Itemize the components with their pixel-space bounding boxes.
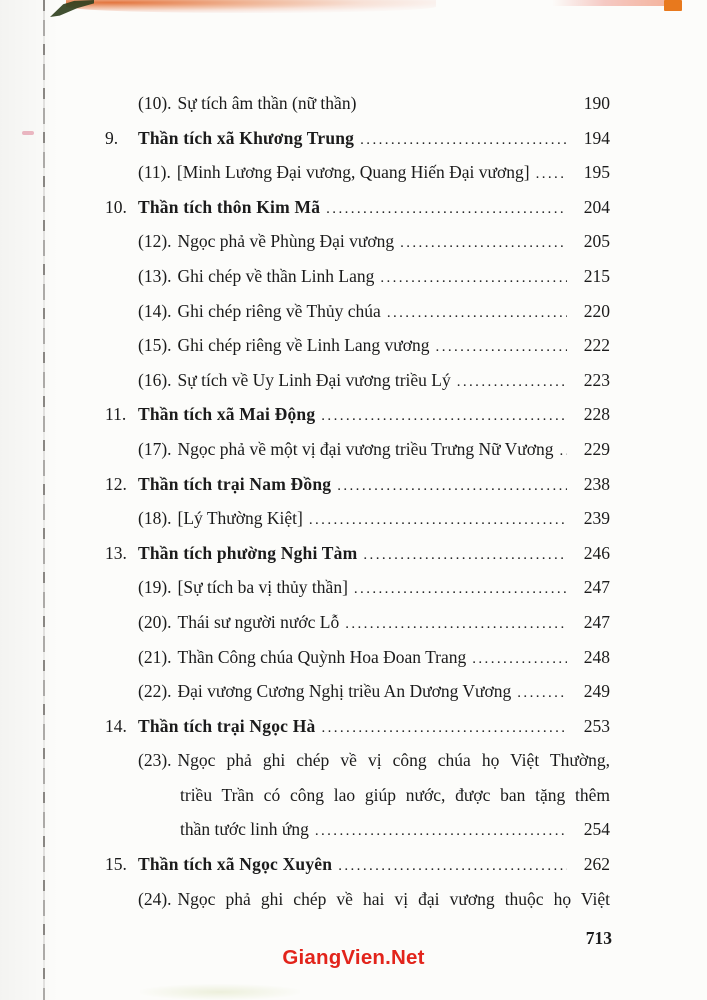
toc-line: [138, 743, 610, 778]
entry-number: 11.: [105, 404, 127, 425]
entry-title: [Sự tích ba vị thủy thần]: [177, 577, 348, 598]
toc-entry: [105, 536, 610, 571]
dot-leader: [560, 434, 568, 467]
entry-page: 254: [583, 819, 610, 840]
entry-title: Đại vương Cương Nghị triều An Dương Vương: [177, 681, 512, 702]
dot-leader: [354, 572, 567, 605]
page-binding-line: [43, 0, 45, 1000]
toc-entry: [105, 847, 610, 882]
entry-title: Ngọc phả ghi chép về hai vị đại vương thuộc họ Việt: [177, 888, 610, 909]
entry-title: Ghi chép riêng về Linh Lang vương: [177, 335, 430, 356]
entry-title: Thần tích phường Nghi Tàm: [138, 542, 358, 563]
dot-leader: [345, 607, 567, 640]
toc-entry: [105, 397, 610, 432]
entry-number: (19).: [138, 577, 172, 598]
toc-entry: [105, 86, 610, 121]
toc-line: [138, 121, 610, 156]
entry-number: 15.: [105, 854, 127, 875]
entry-number: 10.: [105, 196, 127, 217]
entry-page: 215: [583, 265, 610, 286]
entry-page: 248: [583, 646, 610, 667]
toc-line: [138, 605, 610, 640]
entry-page: 222: [583, 335, 610, 356]
entry-title: Thần tích xã Khương Trung: [138, 127, 355, 148]
entry-page: 220: [583, 300, 610, 321]
toc-entry: [105, 328, 610, 363]
toc-entry: [105, 709, 610, 744]
entry-title: [Lý Thường Kiệt]: [177, 508, 303, 529]
entry-title: Ngọc phả ghi chép về vị công chúa họ Việt Thường,: [177, 750, 610, 771]
dot-leader: [517, 676, 567, 709]
toc-line: [138, 224, 610, 259]
entry-page: 223: [583, 369, 610, 390]
entry-title: Ghi chép riêng về Thủy chúa: [177, 300, 381, 321]
toc-entry: [105, 224, 610, 259]
entry-title: Thần tích xã Ngọc Xuyên: [138, 854, 333, 875]
entry-page: 246: [583, 542, 610, 563]
dot-leader: [315, 814, 567, 847]
entry-number: 13.: [105, 542, 127, 563]
entry-page: 247: [583, 577, 610, 598]
entry-title: Ghi chép về thần Linh Lang: [177, 265, 375, 286]
entry-title: Thần tích trại Nam Đồng: [138, 473, 332, 494]
toc-line: [138, 778, 610, 813]
toc-line: [138, 363, 610, 398]
entry-number: (22).: [138, 681, 172, 702]
toc-line: [138, 328, 610, 363]
scan-smudge-orange-top-left: [66, 0, 436, 13]
toc-entry: [105, 570, 610, 605]
entry-page: 229: [583, 438, 610, 459]
entry-page: 190: [583, 93, 610, 113]
entry-number: (24).: [138, 888, 172, 909]
entry-number: (18).: [138, 508, 172, 529]
toc-line: [138, 86, 610, 121]
dot-leader: [380, 261, 567, 294]
entry-number: (23).: [138, 750, 172, 771]
dot-leader: [400, 226, 567, 259]
entry-page: 195: [583, 162, 610, 183]
toc-line: [138, 501, 610, 536]
dot-leader: [326, 192, 567, 225]
toc-list: [105, 86, 610, 916]
toc-entry: [105, 259, 610, 294]
dot-leader: [536, 157, 567, 190]
toc-entry: [105, 743, 610, 847]
toc-entry: [105, 363, 610, 398]
toc-line: [138, 259, 610, 294]
toc-line: [138, 847, 610, 882]
entry-page: 204: [583, 196, 610, 217]
dot-leader: [321, 399, 567, 432]
toc-entry: [105, 674, 610, 709]
entry-number: (10).: [138, 93, 172, 113]
toc-entry: [105, 467, 610, 502]
toc-entry: [105, 605, 610, 640]
scan-smudge-bottom: [140, 984, 300, 1000]
entry-page: 194: [583, 127, 610, 148]
entry-title: Thần tích thôn Kim Mã: [138, 196, 321, 217]
watermark-text: GiangVien.Net: [282, 946, 425, 969]
entry-number: 14.: [105, 715, 127, 736]
toc-entry: [105, 190, 610, 225]
toc-entry: [105, 501, 610, 536]
dot-leader: [338, 849, 567, 882]
entry-title: Ngọc phả về một vị đại vương triều Trưng Nữ Vương: [177, 438, 554, 459]
entry-title: Thần Công chúa Quỳnh Hoa Đoan Trang: [177, 646, 467, 667]
entry-page: 253: [583, 715, 610, 736]
dot-leader: [321, 711, 567, 744]
entry-page: 228: [583, 404, 610, 425]
toc-line: [138, 467, 610, 502]
entry-title: Sự tích âm thần (nữ thần): [177, 93, 357, 113]
toc-line: [138, 570, 610, 605]
entry-title: [Minh Lương Đại vương, Quang Hiến Đại vương]: [176, 162, 530, 183]
scan-streak-top-right: [552, 0, 670, 6]
toc-entry: [105, 432, 610, 467]
entry-page: 249: [583, 681, 610, 702]
page-number: 713: [585, 928, 612, 948]
toc-line: [138, 882, 610, 917]
toc-line: [138, 155, 610, 190]
dot-leader: [363, 538, 567, 571]
entry-number: (20).: [138, 611, 172, 632]
toc-line: [138, 397, 610, 432]
scan-mark-pink-dash: [22, 131, 34, 135]
entry-number: (11).: [138, 162, 171, 183]
entry-page: 262: [583, 854, 610, 875]
entry-page: 247: [583, 611, 610, 632]
dot-leader: [436, 330, 567, 363]
entry-number: 12.: [105, 473, 127, 494]
toc-entry: [105, 155, 610, 190]
toc-line: [138, 674, 610, 709]
toc-entry: [105, 294, 610, 329]
toc-line: [138, 294, 610, 329]
entry-title: thần tước linh ứng: [180, 819, 309, 840]
entry-number: (16).: [138, 369, 172, 390]
entry-number: (15).: [138, 335, 172, 356]
entry-number: 9.: [105, 127, 119, 148]
dot-leader: [337, 469, 567, 502]
entry-title: Sự tích về Uy Linh Đại vương triều Lý: [177, 369, 451, 390]
dot-leader: [457, 365, 567, 398]
entry-page: 205: [583, 231, 610, 252]
toc-line: [138, 640, 610, 675]
toc-line: [138, 190, 610, 225]
entry-page: 239: [583, 508, 610, 529]
scan-mark-orange-square: [664, 0, 682, 11]
toc-line: [138, 812, 610, 847]
entry-title: Ngọc phả về Phùng Đại vương: [177, 231, 395, 252]
entry-title: Thái sư người nước Lỗ: [177, 611, 340, 632]
dot-leader: [472, 642, 567, 675]
entry-title: triều Trần có công lao giúp nước, được ban tặng thêm: [180, 784, 610, 805]
toc-line: [138, 536, 610, 571]
dot-leader: [360, 123, 567, 156]
entry-number: (21).: [138, 646, 172, 667]
entry-title: Thần tích trại Ngọc Hà: [138, 715, 316, 736]
entry-number: (14).: [138, 300, 172, 321]
dot-leader: [387, 296, 567, 329]
entry-page: 238: [583, 473, 610, 494]
toc-line: [138, 709, 610, 744]
dot-leader: [309, 503, 567, 536]
toc-line: [138, 432, 610, 467]
entry-number: (17).: [138, 438, 172, 459]
toc-entry: [105, 121, 610, 156]
toc-entry: [105, 882, 610, 917]
entry-title: Thần tích xã Mai Động: [138, 404, 316, 425]
entry-number: (12).: [138, 231, 172, 252]
entry-number: (13).: [138, 265, 172, 286]
toc-entry: [105, 640, 610, 675]
